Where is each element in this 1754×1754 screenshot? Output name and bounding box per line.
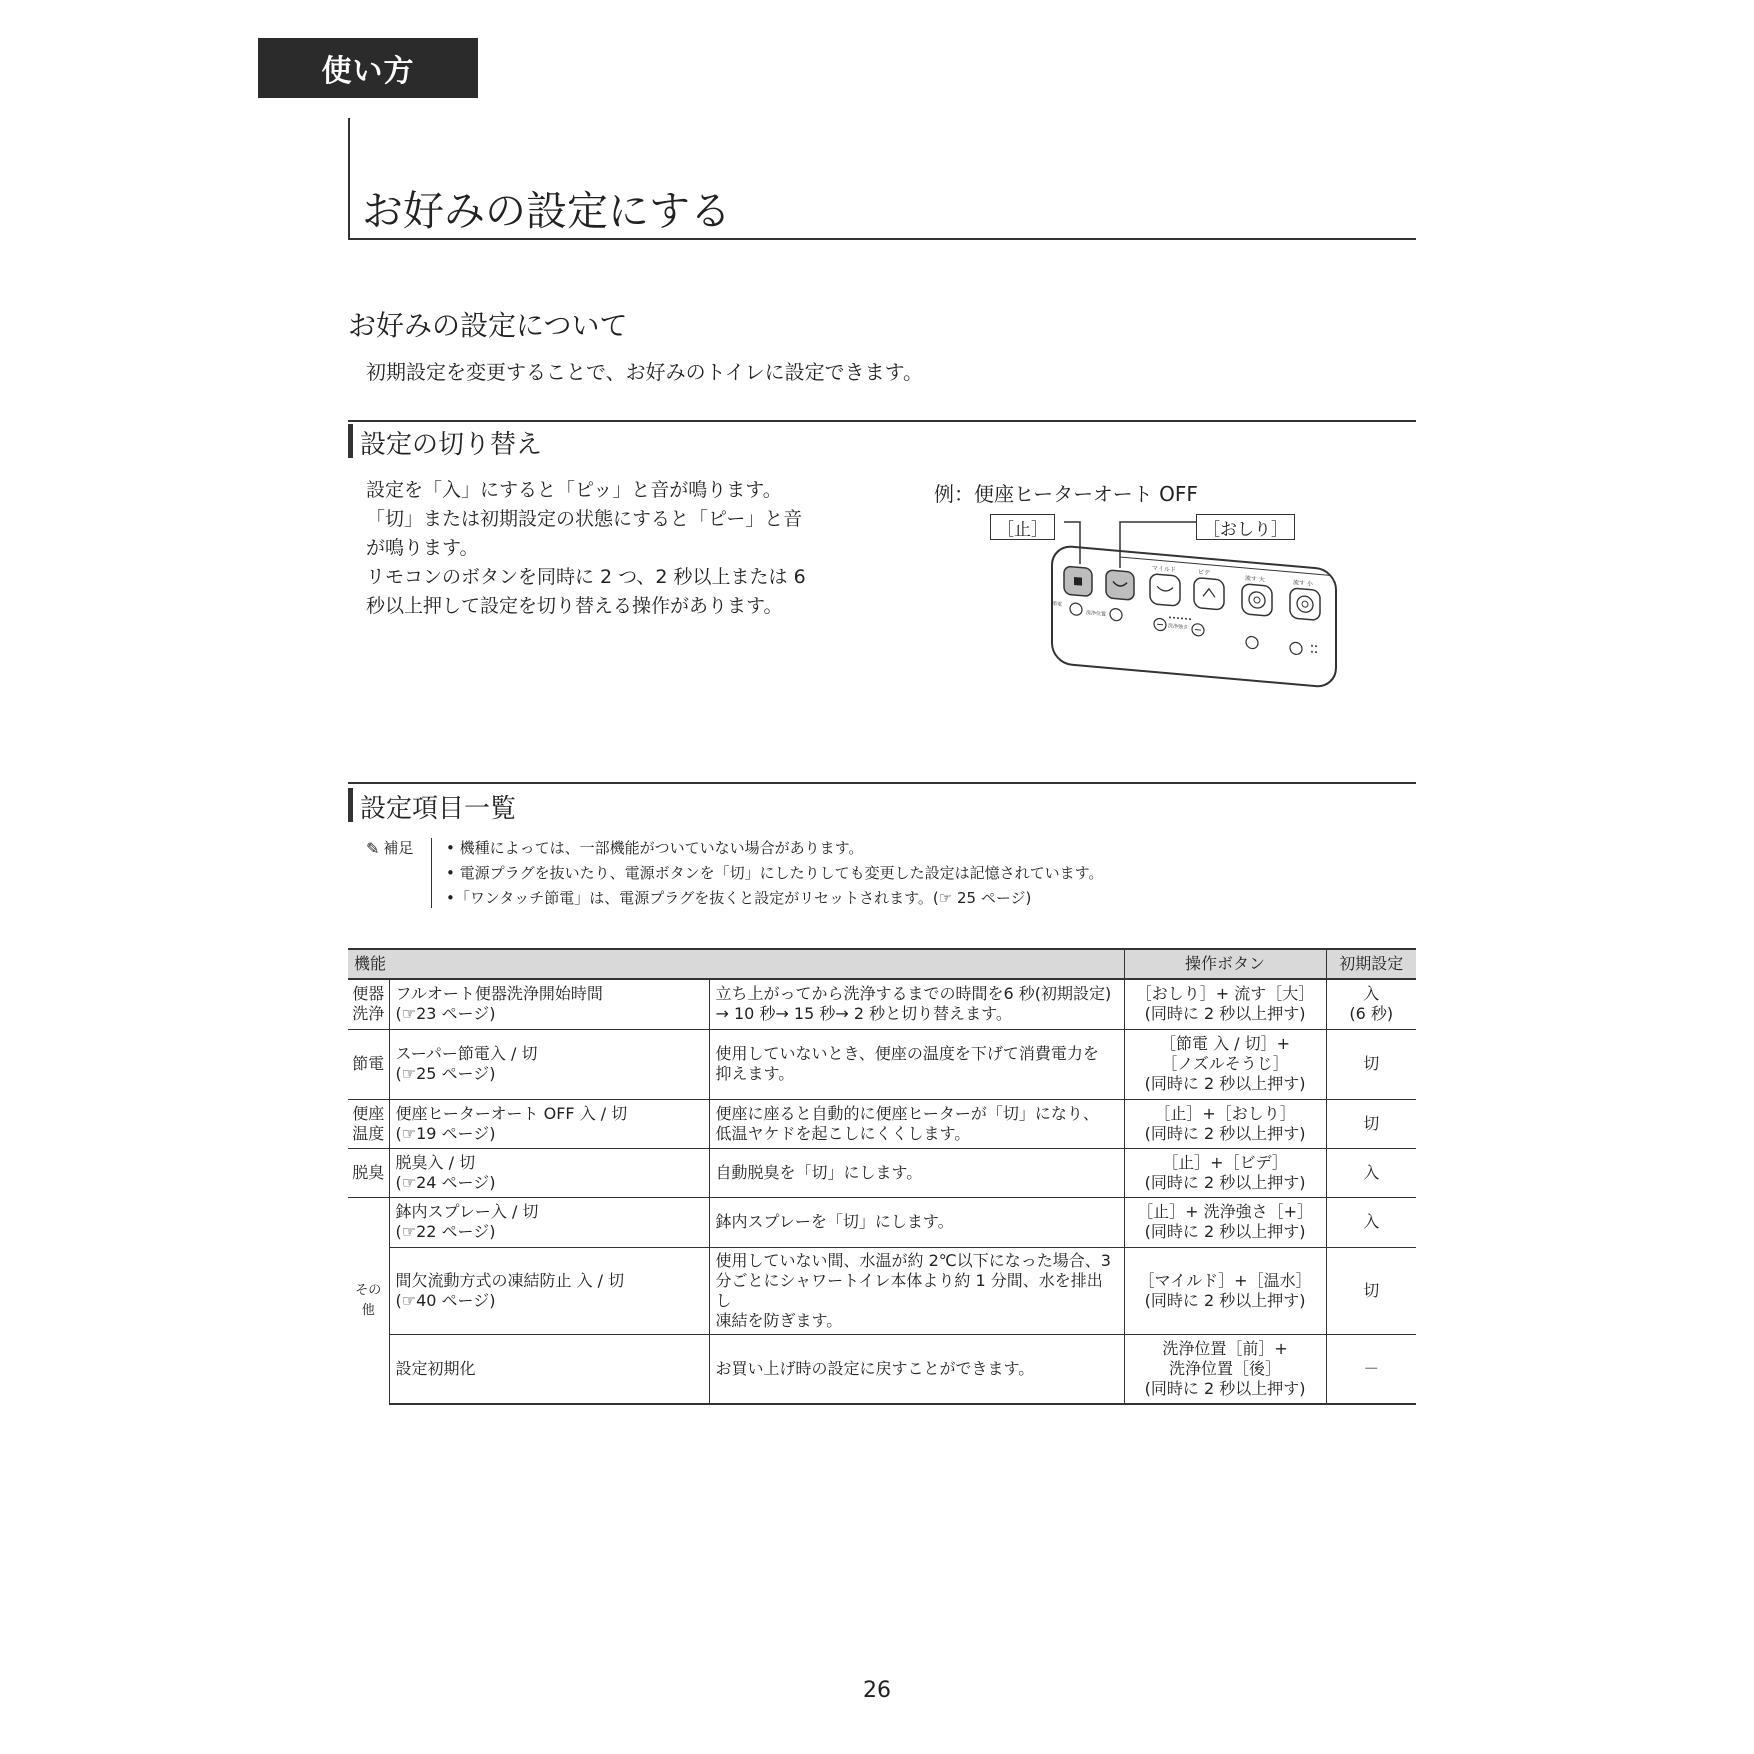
default-cell: 入 [1326, 1197, 1416, 1247]
switching-line: 「切」または初期設定の状態にすると「ピー」と音 [366, 508, 803, 530]
item-cell [389, 979, 709, 1029]
bidet-label: ビデ [1198, 568, 1210, 577]
description-cell: 使用していない間、水温が約 2℃以下になった場合、3 分ごとにシャワートイレ本体より約 1 分間、水を排出し 凍結を防ぎます。 [709, 1247, 1124, 1334]
note-label-wrap [366, 836, 436, 911]
switching-line: が鳴ります。 [366, 537, 479, 559]
note-line: • 機種によっては、一部機能がついていない場合があります。 [446, 839, 864, 857]
item-name: フルオート便器洗浄開始時間 [395, 984, 603, 1004]
flush-large-label: 流す 大 [1245, 574, 1265, 584]
mild-button-icon [1150, 574, 1180, 607]
about-text: 初期設定を変更することで、お好みのトイレに設定できます。 [366, 360, 923, 384]
note-line: •「ワンタッチ節電」は、電源プラグを抜くと設定がリセットされます。(☞ 25 ページ) [446, 889, 1032, 907]
mild-label: マイルド [1152, 564, 1176, 574]
description-cell: 自動脱臭を「切」にします。 [709, 1148, 1124, 1197]
page-ref: (☞24 ページ) [395, 1172, 496, 1192]
buttons-cell: ［止］+［おしり］ (同時に 2 秒以上押す) [1124, 1099, 1326, 1148]
page-ref: (☞23 ページ) [395, 1004, 496, 1024]
power-save-button-icon [1070, 603, 1082, 616]
bidet-button-icon [1194, 577, 1224, 610]
note-label: 補足 [383, 839, 414, 857]
table-row [348, 1029, 1416, 1099]
item-name: 便座ヒーターオート OFF 入 / 切 [395, 1103, 628, 1123]
switching-line: 秒以上押して設定を切り替える操作があります。 [366, 595, 783, 617]
default-cell: － [1326, 1334, 1416, 1404]
example-label: 例：便座ヒーターオート OFF [934, 482, 1198, 506]
item-name: 間欠流動方式の凍結防止 入 / 切 [395, 1270, 625, 1290]
category-cell: その他 [348, 1197, 389, 1404]
title-rule-vertical [348, 118, 350, 240]
note-lines [436, 836, 1103, 911]
description-cell: 使用していないとき、便座の温度を下げて消費電力を 抑えます。 [709, 1029, 1124, 1099]
buttons-cell: ［節電 入 / 切］+ ［ノズルそうじ］ (同時に 2 秒以上押す) [1124, 1029, 1326, 1099]
default-cell: 切 [1326, 1099, 1416, 1148]
header-default: 初期設定 [1326, 949, 1416, 979]
buttons-cell: ［止］+［ビデ］ (同時に 2 秒以上押す) [1124, 1148, 1326, 1197]
list-heading: 設定項目一覧 [360, 794, 517, 824]
list-heading-bar [348, 788, 353, 822]
callout-stop: ［止］ [990, 514, 1055, 540]
position-button-icon [1110, 608, 1122, 621]
temp-button-icon [1246, 636, 1258, 649]
item-cell [389, 1334, 709, 1404]
switching-description [366, 476, 806, 621]
switching-line: 設定を「入」にすると「ピッ」と音が鳴ります。 [366, 479, 782, 501]
settings-table [348, 948, 1416, 1405]
pencil-icon: ✎ [366, 839, 380, 858]
category-cell: 節電 [348, 1029, 389, 1099]
list-rule [348, 782, 1416, 784]
header-buttons: 操作ボタン [1124, 949, 1326, 979]
table-row [348, 979, 1416, 1029]
flush-small-label: 流す 小 [1293, 579, 1313, 588]
table-row [348, 1197, 1416, 1247]
callout-oshiri: ［おしり］ [1196, 514, 1295, 540]
oshiri-button-icon [1106, 570, 1134, 600]
item-cell [389, 1148, 709, 1197]
flush-small-button-icon [1290, 588, 1320, 621]
setting-button-icon [1290, 642, 1302, 655]
switching-heading-bar [348, 424, 353, 458]
page-ref: (☞19 ページ) [395, 1123, 496, 1143]
note-block [366, 836, 1103, 911]
position-label: 洗浄位置 [1086, 610, 1106, 618]
page-ref: (☞22 ページ) [395, 1222, 496, 1241]
switching-heading: 設定の切り替え [360, 430, 543, 460]
section-tab: 使い方 [258, 38, 478, 98]
category-cell: 便座 温度 [348, 1099, 389, 1148]
switching-line: リモコンのボタンを同時に 2 つ、2 秒以上または 6 [366, 566, 806, 588]
item-name: 設定初期化 [395, 1358, 476, 1378]
item-name: 脱臭入 / 切 [395, 1152, 476, 1172]
page-title: お好みの設定にする [362, 187, 731, 235]
description-cell: お買い上げ時の設定に戻すことができます。 [709, 1334, 1124, 1404]
default-cell: 切 [1326, 1247, 1416, 1334]
table-header-row [348, 949, 1416, 979]
about-heading: お好みの設定について [348, 309, 628, 342]
table-row [348, 1099, 1416, 1148]
buttons-cell: ［止］+ 洗浄強さ［+］ (同時に 2 秒以上押す) [1124, 1197, 1326, 1247]
item-name: 鉢内スプレー入 / 切 [395, 1202, 539, 1221]
buttons-cell: ［マイルド］+［温水］ (同時に 2 秒以上押す) [1124, 1247, 1326, 1334]
page-number: 26 [863, 1678, 891, 1703]
strength-label: 洗浄強さ [1168, 623, 1188, 631]
category-cell: 便器 洗浄 [348, 979, 389, 1029]
header-function: 機能 [348, 949, 1124, 979]
item-cell [389, 1099, 709, 1148]
buttons-cell: 洗浄位置［前］+ 洗浄位置［後］ (同時に 2 秒以上押す) [1124, 1334, 1326, 1404]
description-cell: 鉢内スプレーを「切」にします。 [709, 1197, 1124, 1247]
remote-control-illustration [1040, 520, 1350, 720]
table-row [348, 1247, 1416, 1334]
item-name: スーパー節電入 / 切 [395, 1044, 538, 1063]
buttons-cell: ［おしり］+ 流す［大］ (同時に 2 秒以上押す) [1124, 979, 1326, 1029]
power-save-label: 節電 [1052, 601, 1062, 608]
note-divider [431, 838, 432, 908]
item-cell [389, 1197, 709, 1247]
default-cell: 入 [1326, 1148, 1416, 1197]
table-row [348, 1148, 1416, 1197]
page-ref: (☞40 ページ) [395, 1290, 496, 1310]
description-cell: 便座に座ると自動的に便座ヒーターが「切」になり、 低温ヤケドを起こしにくくします。 [709, 1099, 1124, 1148]
default-cell: 入 (6 秒) [1326, 979, 1416, 1029]
flush-large-button-icon [1242, 584, 1272, 617]
table-row [348, 1334, 1416, 1404]
note-line: • 電源プラグを抜いたり、電源ボタンを「切」にしたりしても変更した設定は記憶されています。 [446, 864, 1104, 882]
page-ref: (☞25 ページ) [395, 1064, 496, 1083]
item-cell [389, 1247, 709, 1334]
default-cell: 切 [1326, 1029, 1416, 1099]
description-cell: 立ち上がってから洗浄するまでの時間を6 秒(初期設定) → 10 秒→ 15 秒→ 2 秒と切り替えます。 [709, 979, 1124, 1029]
title-rule-horizontal [348, 238, 1416, 240]
item-cell [389, 1029, 709, 1099]
category-cell: 脱臭 [348, 1148, 389, 1197]
switching-rule [348, 420, 1416, 422]
